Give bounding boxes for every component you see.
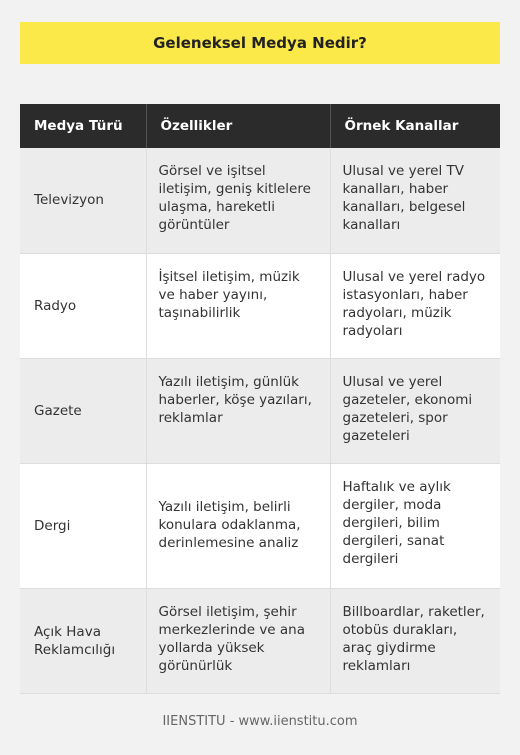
cell-media-type: Açık Hava Reklamcılığı [20, 588, 146, 693]
cell-features [146, 253, 330, 358]
cell-examples-text: Haftalık ve aylık dergiler, moda dergileri, bilim dergileri, sanat dergileri [342, 478, 451, 567]
table-row [20, 148, 500, 253]
table-row [20, 253, 500, 358]
table-header-row [20, 104, 500, 148]
media-table [20, 104, 500, 694]
header-features: Özellikler [146, 104, 330, 148]
footer-credit: IIENSTITU - www.iienstitu.com [162, 714, 358, 729]
cell-features-text: Görsel ve işitsel iletişim, geniş kitlelere ulaşma, hareketli görüntüler [158, 163, 311, 233]
cell-features-text: İşitsel iletişim, müzik ve haber yayını, taşınabilirlik [158, 268, 300, 321]
cell-features [146, 588, 330, 693]
table-row [20, 463, 500, 588]
header-media-type: Medya Türü [20, 104, 146, 148]
cell-examples-text: Ulusal ve yerel gazeteler, ekonomi gazeteleri, spor gazeteleri [342, 373, 473, 444]
cell-examples [330, 148, 500, 253]
cell-features-text: Yazılı iletişim, belirli konulara odaklanma, derinlemesine analiz [158, 498, 301, 551]
cell-features [146, 148, 330, 253]
cell-examples [330, 463, 500, 588]
cell-examples [330, 588, 500, 693]
cell-examples-text: Ulusal ve yerel radyo istasyonları, haber radyoları, müzik radyoları [342, 268, 486, 339]
page-title: Geleneksel Medya Nedir? [20, 22, 500, 64]
cell-features [146, 463, 330, 588]
cell-media-type: Gazete [20, 358, 146, 463]
cell-examples [330, 253, 500, 358]
cell-examples-text: Ulusal ve yerel TV kanalları, haber kanalları, belgesel kanalları [342, 163, 466, 233]
cell-media-type: Dergi [20, 463, 146, 588]
table-row [20, 588, 500, 693]
cell-media-type: Radyo [20, 253, 146, 358]
cell-examples-text: Billboardlar, raketler, otobüs durakları, araç giydirme reklamları [342, 603, 485, 674]
cell-features-text: Yazılı iletişim, günlük haberler, köşe yazıları, reklamlar [158, 373, 312, 426]
cell-features [146, 358, 330, 463]
cell-media-type: Televizyon [20, 148, 146, 253]
cell-features-text: Görsel iletişim, şehir merkezlerinde ve ana yollarda yüksek görünürlük [158, 603, 306, 674]
table-row [20, 358, 500, 463]
header-examples: Örnek Kanallar [330, 104, 500, 148]
cell-examples [330, 358, 500, 463]
